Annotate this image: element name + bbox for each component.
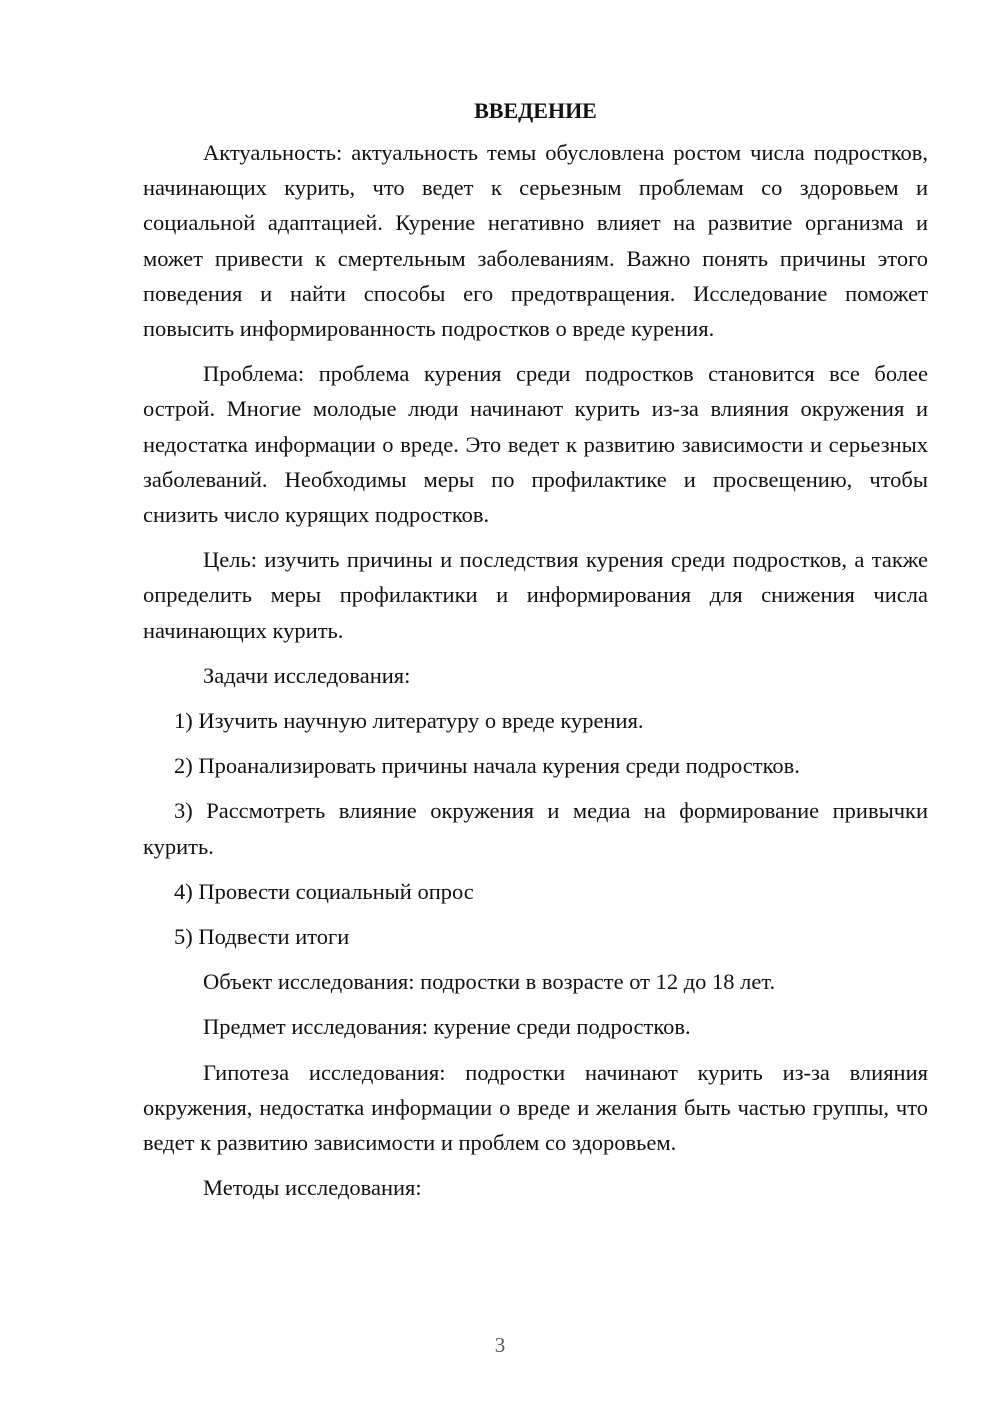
- hypothesis-paragraph: Гипотеза исследования: подростки начинают курить из-за влияния окружения, недостатка информации о вреде и желания быть частью группы, что ведет к развитию зависимости и проблем со здоровьем.: [143, 1059, 928, 1156]
- task-item-2: 2) Проанализировать причины начала курения среди подростков.: [174, 753, 800, 779]
- goal-paragraph: Цель: изучить причины и последствия курения среди подростков, а также определить меры профилактики и информирования для снижения числа начинающих курить.: [143, 547, 928, 643]
- task-item-4: 4) Провести социальный опрос: [174, 878, 474, 904]
- methods-label: Методы исследования:: [203, 1175, 422, 1201]
- object-paragraph: Объект исследования: подростки в возрасте от 12 до 18 лет.: [203, 969, 776, 995]
- task-item-5: 5) Подвести итоги: [174, 924, 350, 950]
- tasks-label: Задачи исследования:: [203, 662, 411, 688]
- relevance-paragraph: Актуальность: актуальность темы обусловлена ростом числа подростков, начинающих курить, что ведет к серьезным проблемам со здоровьем и социальной адаптацией. Курение негативно влияет на развитие организма и может привести к смертельным заболеваниям. Важно понять причины этого поведения и найти способы его предотвращения. Исследование поможет повысить информированность подростков о вреде курения.: [143, 140, 928, 342]
- page-number: 3: [494, 1333, 506, 1357]
- problem-paragraph: Проблема: проблема курения среди подростков становится все более острой. Многие молодые люди начинают курить из-за влияния окружения и недостатка информации о вреде. Это ведет к развитию зависимости и серьезных заболеваний. Необходимы меры по профилактике и просвещению, чтобы снизить число курящих подростков.: [143, 361, 928, 528]
- subject-paragraph: Предмет исследования: курение среди подростков.: [203, 1014, 691, 1040]
- task-item-1: 1) Изучить научную литературу о вреде курения.: [174, 708, 644, 734]
- section-heading: ВВЕДЕНИЕ: [474, 98, 597, 123]
- task-item-3: 3) Рассмотреть влияние окружения и медиа на формирование привычки курить.: [143, 798, 928, 859]
- page-content: [143, 96, 928, 1215]
